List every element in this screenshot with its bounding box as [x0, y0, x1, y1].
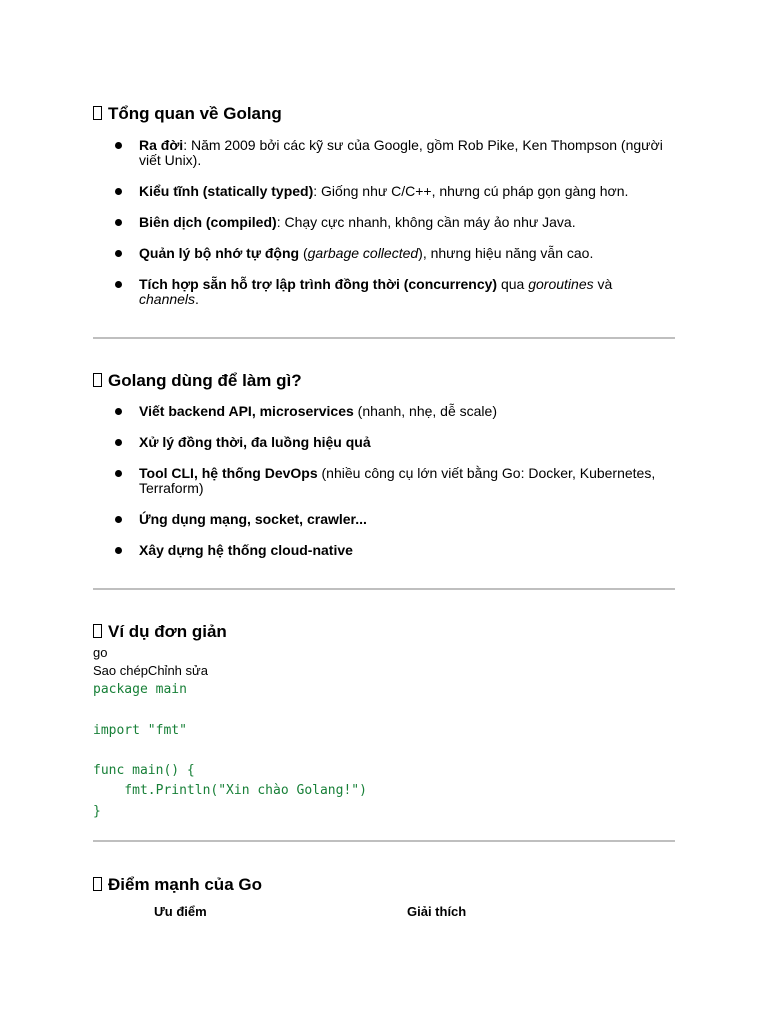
item-bold: Ứng dụng mạng, socket, crawler... [139, 511, 367, 527]
missing-glyph-icon [93, 877, 102, 891]
section-title-strengths [93, 875, 262, 895]
bullet-icon [115, 281, 122, 288]
item-text: : Năm 2009 bởi các kỹ sư của Google, gồm Rob Pike, Ken Thompson (người viết Unix). [139, 137, 663, 168]
item-bold: Biên dịch (compiled) [139, 214, 277, 230]
item-bold: Xây dựng hệ thống cloud-native [139, 542, 353, 558]
item-bold: Viết backend API, microservices [139, 403, 354, 419]
item-text: qua [497, 276, 529, 292]
item-text: ( [299, 245, 308, 261]
section-title-usage [93, 371, 302, 391]
code-actions[interactable]: Sao chépChỉnh sửa [93, 663, 208, 678]
list-item [93, 404, 675, 419]
item-bold: Tích hợp sẵn hỗ trợ lập trình đồng thời (concurrency) [139, 276, 498, 292]
bullet-icon [115, 470, 122, 477]
list-item [93, 435, 675, 450]
bullet-icon [115, 188, 122, 195]
list-item [93, 184, 675, 199]
item-italic: channels [139, 291, 196, 307]
missing-glyph-icon [93, 373, 102, 387]
item-text: ), nhưng hiệu năng vẫn cao. [418, 245, 594, 261]
item-italic: goroutines [528, 276, 594, 292]
list-item [93, 215, 675, 230]
list-item [93, 543, 675, 558]
section-title-text: Golang dùng để làm gì? [108, 371, 302, 390]
item-text: : Giống như C/C++, nhưng cú pháp gọn gàng hơn. [313, 183, 629, 199]
item-italic: garbage collected [307, 245, 419, 261]
table-header-advantage: Ưu điểm [154, 904, 207, 919]
bullet-icon [115, 142, 122, 149]
section-divider [93, 588, 675, 590]
item-text: : Chạy cực nhanh, không cần máy ảo như Java. [276, 214, 576, 230]
bullet-icon [115, 408, 122, 415]
bullet-icon [115, 219, 122, 226]
bullet-icon [115, 516, 122, 523]
item-bold: Kiểu tĩnh (statically typed) [139, 183, 314, 199]
missing-glyph-icon [93, 624, 102, 638]
overview-list [93, 138, 675, 307]
bullet-icon [115, 250, 122, 257]
usage-list [93, 404, 675, 558]
item-text: (nhanh, nhẹ, dễ scale) [353, 403, 497, 419]
code-language-label: go [93, 645, 108, 660]
item-text: . [195, 291, 199, 307]
bullet-icon [115, 439, 122, 446]
item-bold: Quản lý bộ nhớ tự động [139, 245, 300, 261]
missing-glyph-icon [93, 106, 102, 120]
table-header-explanation: Giải thích [407, 904, 467, 919]
item-bold: Xử lý đồng thời, đa luồng hiệu quả [139, 434, 371, 450]
list-item [93, 138, 675, 168]
list-item [93, 512, 675, 527]
section-title-overview [93, 104, 282, 124]
list-item [93, 277, 675, 307]
item-text: (nhiều công cụ lớn viết bằng Go: Docker, Kubernetes, Terraform) [139, 465, 656, 496]
list-item [93, 466, 675, 496]
section-title-example [93, 622, 227, 642]
section-title-text: Ví dụ đơn giản [108, 622, 227, 641]
list-item [93, 246, 675, 261]
item-bold: Tool CLI, hệ thống DevOps [139, 465, 318, 481]
section-title-text: Điểm mạnh của Go [108, 875, 262, 894]
section-divider [93, 840, 675, 842]
item-text: và [593, 276, 613, 292]
bullet-icon [115, 547, 122, 554]
item-bold: Ra đời [139, 137, 184, 153]
code-block: package main import "fmt" func main() { fmt.Println("Xin chào Golang!") } [93, 682, 367, 819]
section-title-text: Tổng quan về Golang [108, 104, 282, 123]
section-divider [93, 337, 675, 339]
